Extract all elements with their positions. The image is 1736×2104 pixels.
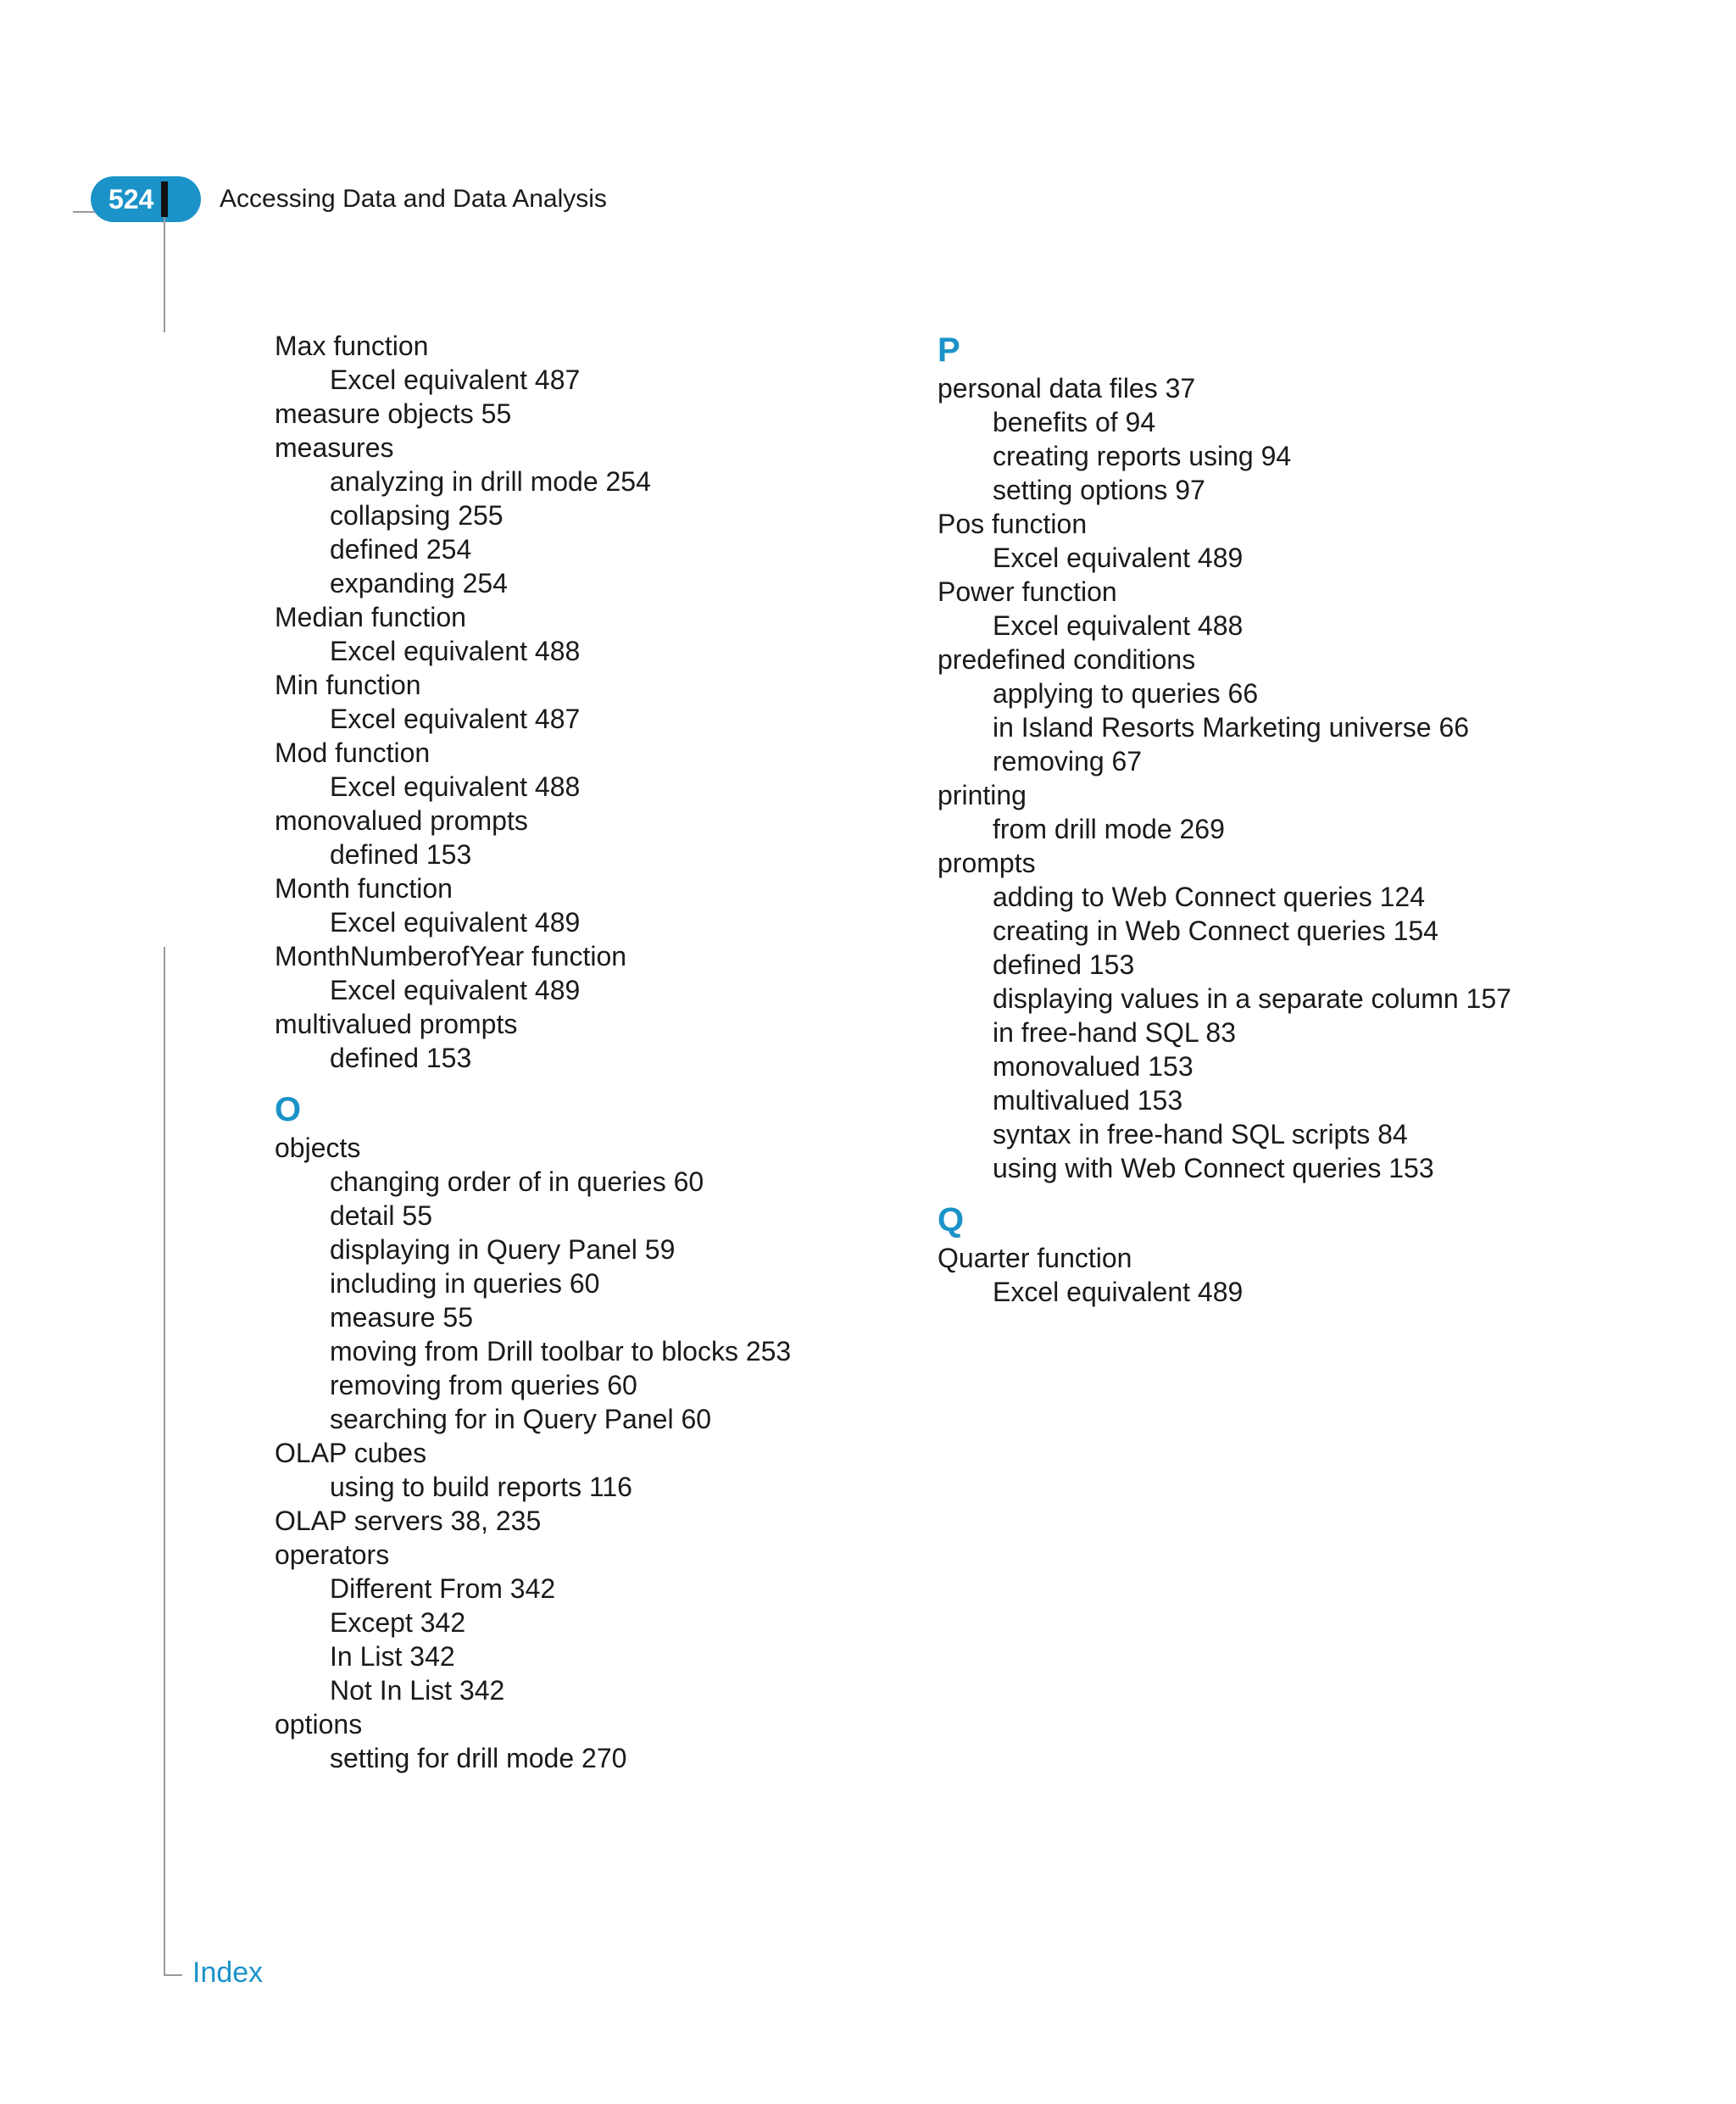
index-entry: objects — [275, 1133, 361, 1163]
index-subentry: in free-hand SQL 83 — [993, 1017, 1236, 1048]
index-subentry: removing 67 — [993, 746, 1143, 776]
index-subentry: Not In List 342 — [330, 1675, 505, 1706]
index-subentry: expanding 254 — [330, 568, 508, 598]
index-group-p — [938, 329, 1582, 1185]
header-rule — [73, 211, 95, 213]
index-subentry: detail 55 — [330, 1200, 432, 1231]
index-subentry: collapsing 255 — [330, 500, 504, 531]
index-group-o — [275, 1088, 919, 1775]
index-subentry: syntax in free-hand SQL scripts 84 — [993, 1119, 1408, 1149]
index-subentry: from drill mode 269 — [993, 814, 1225, 844]
index-subentry: Except 342 — [330, 1607, 466, 1638]
index-subentry: displaying in Query Panel 59 — [330, 1234, 676, 1265]
index-entry: Quarter function — [938, 1243, 1132, 1273]
index-subentry: defined 153 — [330, 1043, 472, 1073]
index-subentry: removing from queries 60 — [330, 1370, 637, 1400]
index-subentry: adding to Web Connect queries 124 — [993, 882, 1425, 912]
index-entry: measures — [275, 432, 394, 463]
index-entry: multivalued prompts — [275, 1009, 518, 1039]
index-subentry: defined 153 — [993, 949, 1135, 980]
index-subentry: applying to queries 66 — [993, 678, 1259, 709]
index-subentry: Excel equivalent 488 — [330, 771, 581, 802]
index-subentry: in Island Resorts Marketing universe 66 — [993, 712, 1470, 743]
index-entry: MonthNumberofYear function — [275, 941, 627, 971]
section-label-index: Index — [192, 1956, 264, 1989]
index-entry: Pos function — [938, 509, 1088, 539]
index-entry: Mod function — [275, 738, 431, 768]
index-entry: Max function — [275, 331, 429, 361]
index-subentry: searching for in Query Panel 60 — [330, 1404, 712, 1434]
index-subentry: Different From 342 — [330, 1573, 556, 1604]
margin-rule-top — [164, 217, 165, 332]
index-entry: operators — [275, 1539, 390, 1570]
index-subentry: creating in Web Connect queries 154 — [993, 916, 1438, 946]
index-entry: OLAP cubes — [275, 1438, 427, 1468]
index-group-m — [275, 329, 919, 1075]
index-subentry: Excel equivalent 489 — [330, 907, 581, 938]
index-subentry: monovalued 153 — [993, 1051, 1194, 1082]
index-subentry: using with Web Connect queries 153 — [993, 1153, 1434, 1183]
index-entry: prompts — [938, 848, 1036, 878]
index-entry: printing — [938, 780, 1027, 810]
page-number-divider — [161, 181, 168, 217]
index-letter-heading: P — [938, 331, 960, 369]
index-subentry: Excel equivalent 487 — [330, 704, 581, 734]
index-subentry: setting for drill mode 270 — [330, 1743, 627, 1773]
index-subentry: moving from Drill toolbar to blocks 253 — [330, 1336, 792, 1366]
index-subentry: creating reports using 94 — [993, 441, 1292, 471]
index-subentry: using to build reports 116 — [330, 1472, 632, 1502]
index-subentry: benefits of 94 — [993, 407, 1156, 437]
index-subentry: including in queries 60 — [330, 1268, 600, 1299]
index-entry: Month function — [275, 873, 453, 904]
index-entry: monovalued prompts — [275, 805, 528, 836]
index-entry: Min function — [275, 670, 421, 700]
index-subentry: defined 153 — [330, 839, 472, 870]
index-entry: OLAP servers 38, 235 — [275, 1506, 542, 1536]
index-subentry: defined 254 — [330, 534, 472, 565]
index-group-q — [938, 1199, 1582, 1309]
index-subentry: Excel equivalent 487 — [330, 365, 581, 395]
index-column-right — [938, 329, 1582, 1309]
index-subentry: Excel equivalent 489 — [330, 975, 581, 1005]
index-entry: predefined conditions — [938, 644, 1196, 675]
margin-rule-bottom — [164, 947, 165, 1976]
index-entry: Power function — [938, 576, 1117, 607]
index-subentry: changing order of in queries 60 — [330, 1166, 704, 1197]
index-subentry: Excel equivalent 488 — [993, 610, 1244, 641]
index-letter-heading: O — [275, 1091, 302, 1128]
index-subentry: displaying values in a separate column 157 — [993, 983, 1511, 1014]
index-subentry: Excel equivalent 489 — [993, 543, 1244, 573]
index-subentry: Excel equivalent 489 — [993, 1277, 1244, 1307]
index-column-left — [275, 329, 919, 1775]
index-entry: options — [275, 1709, 363, 1739]
index-entry: personal data files 37 — [938, 373, 1196, 404]
index-subentry: multivalued 153 — [993, 1085, 1183, 1116]
index-subentry: In List 342 — [330, 1641, 455, 1672]
index-letter-heading: Q — [938, 1201, 965, 1238]
index-subentry: setting options 97 — [993, 475, 1205, 505]
index-subentry: Excel equivalent 488 — [330, 636, 581, 666]
index-subentry: analyzing in drill mode 254 — [330, 466, 651, 497]
index-subentry: measure 55 — [330, 1302, 473, 1333]
page-number: 524 — [108, 184, 154, 214]
index-entry: Median function — [275, 602, 466, 632]
index-entry: measure objects 55 — [275, 398, 512, 429]
footer-rule — [164, 1974, 182, 1976]
running-header-title: Accessing Data and Data Analysis — [220, 185, 607, 213]
